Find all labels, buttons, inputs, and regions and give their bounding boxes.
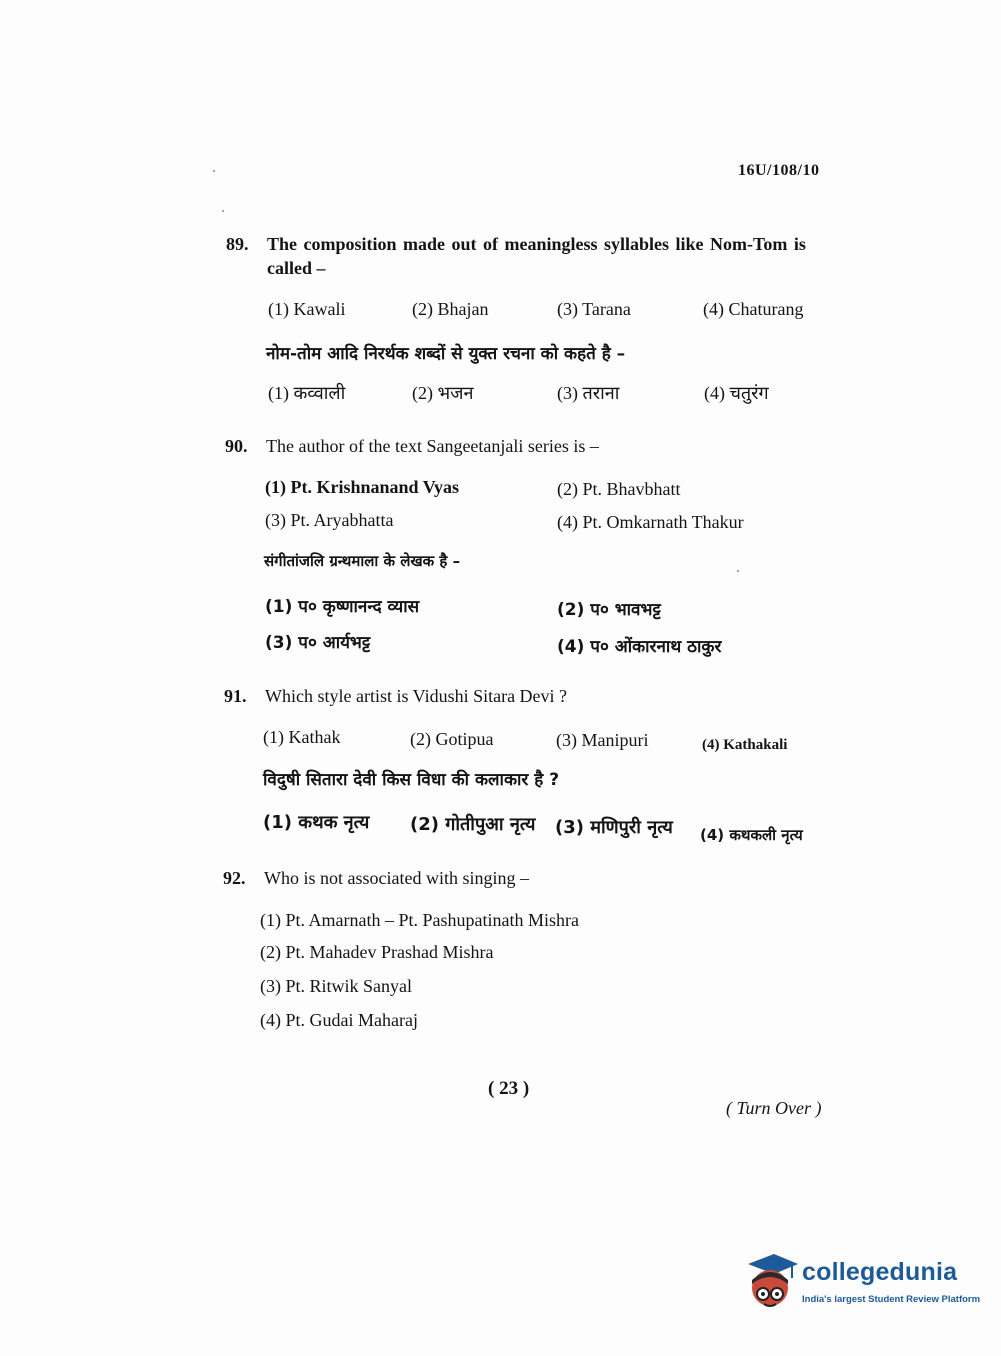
option-3: (3) Manipuri: [556, 730, 649, 750]
option-3: (3) Pt. Aryabhatta: [265, 510, 394, 530]
option-2-hindi: (2) गोतीपुआ नृत्य: [410, 814, 536, 835]
option-2: (2) Pt. Bhavbhatt: [557, 479, 681, 499]
option-4-hindi: (4) चतुरंग: [704, 383, 769, 403]
question-text-hindi: नोम-तोम आदि निरर्थक शब्दों से युक्त रचना को कहते है –: [266, 344, 626, 364]
option-1: (1) Pt. Krishnanand Vyas: [265, 477, 460, 497]
option-1: (1) Kawali: [268, 299, 346, 319]
collegedunia-logo: [740, 1250, 981, 1320]
option-4-hindi: (4) कथकली नृत्य: [700, 826, 803, 844]
question-text: Who is not associated with singing –: [264, 868, 529, 888]
scan-speck: [222, 210, 224, 212]
scan-speck: [737, 570, 739, 572]
option-2-hindi: (2) भजन: [412, 383, 474, 403]
question-number: 91.: [224, 686, 247, 706]
option-1-hindi: (1) कव्वाली: [268, 383, 346, 403]
question-text: The composition made out of meaningless syllables like Nom-Tom is: [267, 234, 806, 254]
page-number: ( 23 ): [488, 1078, 530, 1099]
logo-mascot-icon: [740, 1250, 800, 1320]
logo-tagline: India's largest Student Review Platform: [802, 1294, 981, 1305]
question-text-hindi: विदुषी सितारा देवी किस विधा की कलाकार है ?: [263, 770, 560, 790]
option-1: (1) Pt. Amarnath – Pt. Pashupatinath Mishra: [260, 910, 579, 930]
option-1-hindi: (1) प० कृष्णानन्द व्यास: [265, 597, 420, 617]
option-2-hindi: (2) प० भावभट्ट: [557, 600, 661, 620]
option-3-hindi: (3) प० आर्यभट्ट: [265, 633, 371, 653]
option-2: (2) Bhajan: [412, 299, 489, 319]
option-4-hindi: (4) प० ओंकारनाथ ठाकुर: [557, 637, 722, 657]
logo-brand-text: collegedunia: [802, 1258, 958, 1286]
paper-code: 16U/108/10: [738, 162, 820, 179]
question-text-continued: called –: [267, 258, 326, 278]
option-1-hindi: (1) कथक नृत्य: [263, 812, 370, 833]
option-4: (4) Pt. Omkarnath Thakur: [557, 512, 744, 532]
option-3-hindi: (3) तराना: [557, 383, 620, 403]
scan-speck: [213, 170, 215, 172]
question-number: 90.: [225, 436, 248, 456]
option-2: (2) Pt. Mahadev Prashad Mishra: [260, 942, 494, 962]
turn-over-note: ( Turn Over ): [726, 1098, 822, 1118]
question-text: Which style artist is Vidushi Sitara Devi ?: [265, 686, 568, 706]
option-1: (1) Kathak: [263, 727, 341, 747]
option-3: (3) Pt. Ritwik Sanyal: [260, 976, 412, 996]
question-text-hindi: संगीतांजलि ग्रन्थमाला के लेखक है –: [264, 552, 461, 570]
option-4: (4) Chaturang: [703, 299, 804, 319]
option-4: (4) Pt. Gudai Maharaj: [260, 1010, 418, 1030]
option-3: (3) Tarana: [557, 299, 631, 319]
question-number: 92.: [223, 868, 246, 888]
option-2: (2) Gotipua: [410, 729, 494, 749]
question-number: 89.: [226, 234, 249, 254]
option-3-hindi: (3) मणिपुरी नृत्य: [555, 817, 673, 838]
option-4: (4) Kathakali: [702, 737, 788, 753]
question-text: The author of the text Sangeetanjali series is –: [266, 436, 599, 456]
